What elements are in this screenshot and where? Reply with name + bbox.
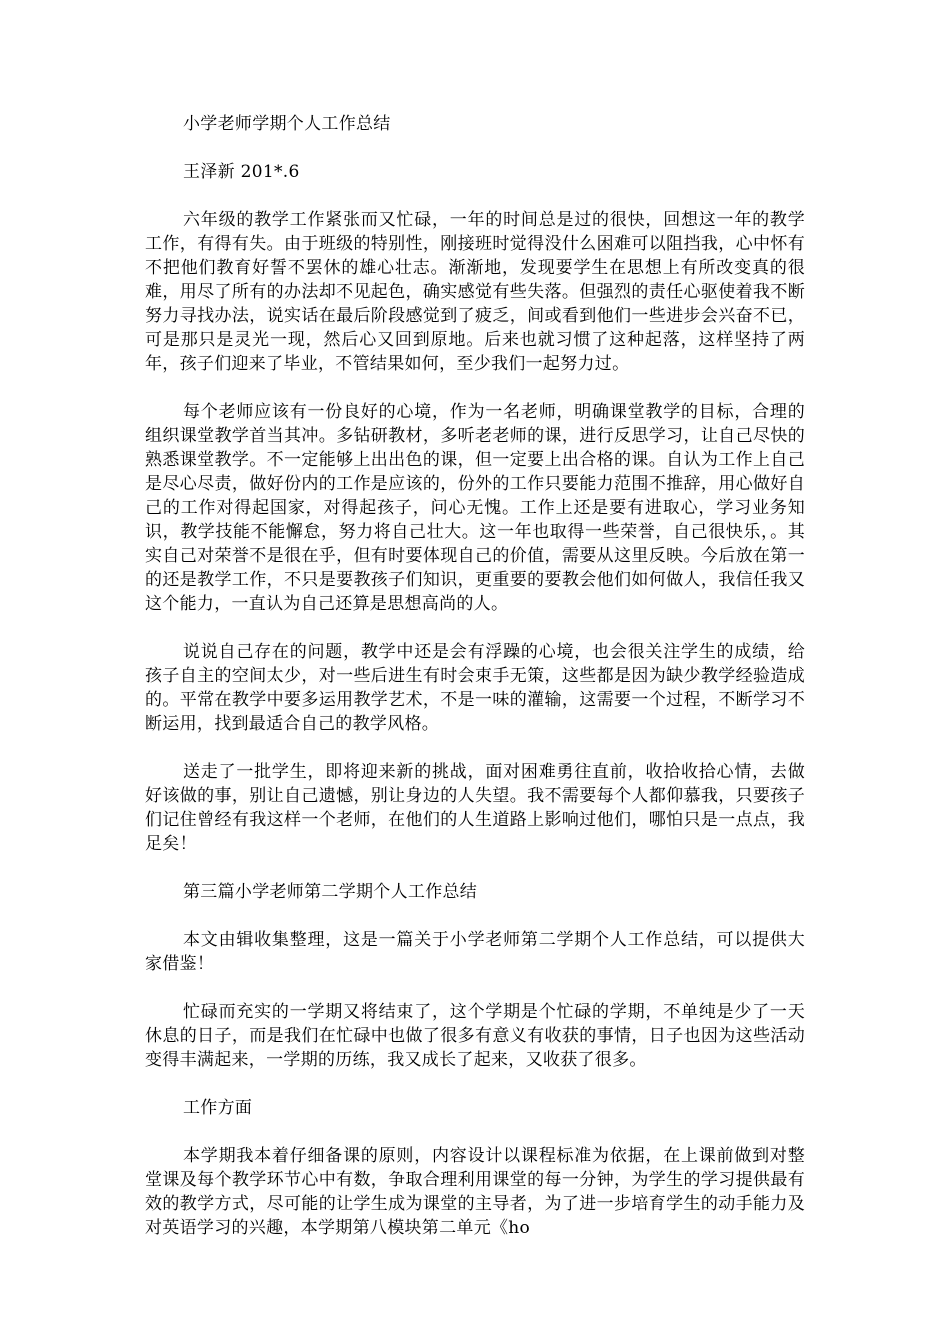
paragraph-3: 说说自己存在的问题，教学中还是会有浮躁的心境，也会很关注学生的成绩，给孩子自主的空间太少，对一些后进生有时会束手无策，这些都是因为缺少教学经验造成的。平常在教学中要多运用教学艺术，不是一味的灌输，这需要一个过程，不断学习不断运用，找到最适合自己的教学风格。 — [145, 642, 805, 734]
paragraph-7: 本学期我本着仔细备课的原则，内容设计以课程标准为依据，在上课前做到对整堂课及每个教学环节心中有数，争取合理利用课堂的每一分钟，为学生的学习提供最有效的教学方式，尽可能的让学生成为课堂的主导者，为了进一步培育学生的动手能力及对英语学习的兴趣，本学期第八模块第二单元《ho — [145, 1146, 805, 1238]
document-page — [145, 112, 805, 1240]
document-title: 小学老师学期个人工作总结 — [183, 114, 391, 134]
paragraph-6: 忙碌而充实的一学期又将结束了，这个学期是个忙碌的学期，不单纯是少了一天休息的日子，而是我们在忙碌中也做了很多有意义有收获的事情，日子也因为这些活动变得丰满起来，一学期的历练，我又成长了起来，又收获了很多。 — [145, 1002, 805, 1070]
paragraph-2: 每个老师应该有一份良好的心境，作为一名老师，明确课堂教学的目标，合理的组织课堂教学首当其冲。多钻研教材，多听老老师的课，进行反思学习，让自己尽快的熟悉课堂教学。不一定能够上出出色的课，但一定要上出合格的课。自认为工作上自己是尽心尽责，做好份内的工作是应该的，份外的工作只要能力范围不推辞，用心做好自己的工作对得起国家，对得起孩子，问心无愧。工作上还是要有进取心，学习业务知识，教学技能不能懈怠，努力将自己壮大。这一年也取得一些荣誉，自己很快乐，。其实自己对荣誉不是很在乎，但有时要体现自己的价值，需要从这里反映。今后放在第一的还是教学工作，不只是要教孩子们知识，更重要的要教会他们如何做人，我信任我又这个能力，一直认为自己还算是思想高尚的人。 — [145, 402, 805, 614]
paragraph-5: 本文由辑收集整理，这是一篇关于小学老师第二学期个人工作总结，可以提供大家借鉴！ — [145, 930, 805, 974]
section-heading-third-article: 第三篇小学老师第二学期个人工作总结 — [183, 882, 478, 902]
paragraph-4: 送走了一批学生，即将迎来新的挑战，面对困难勇往直前，收拾收拾心情，去做好该做的事，别让自己遗憾，别让身边的人失望。我不需要每个人都仰慕我，只要孩子们记住曾经有我这样一个老师，在他们的人生道路上影响过他们，哪怕只是一点点，我足矣！ — [145, 762, 805, 854]
section-heading-work: 工作方面 — [183, 1098, 253, 1118]
document-author-date: 王泽新 201*.6 — [183, 162, 300, 182]
paragraph-1: 六年级的教学工作紧张而又忙碌，一年的时间总是过的很快，回想这一年的教学工作，有得有失。由于班级的特别性，刚接班时觉得没什么困难可以阻挡我，心中怀有不把他们教育好誓不罢休的雄心壮志。渐渐地，发现要学生在思想上有所改变真的很难，用尽了所有的办法却不见起色，确实感觉有些失落。但强烈的责任心驱使着我不断努力寻找办法，说实话在最后阶段感觉到了疲乏，间或看到他们一些进步会兴奋不已，可是那只是灵光一现，然后心又回到原地。后来也就习惯了这种起落，这样坚持了两年，孩子们迎来了毕业，不管结果如何，至少我们一起努力过。 — [145, 210, 805, 374]
